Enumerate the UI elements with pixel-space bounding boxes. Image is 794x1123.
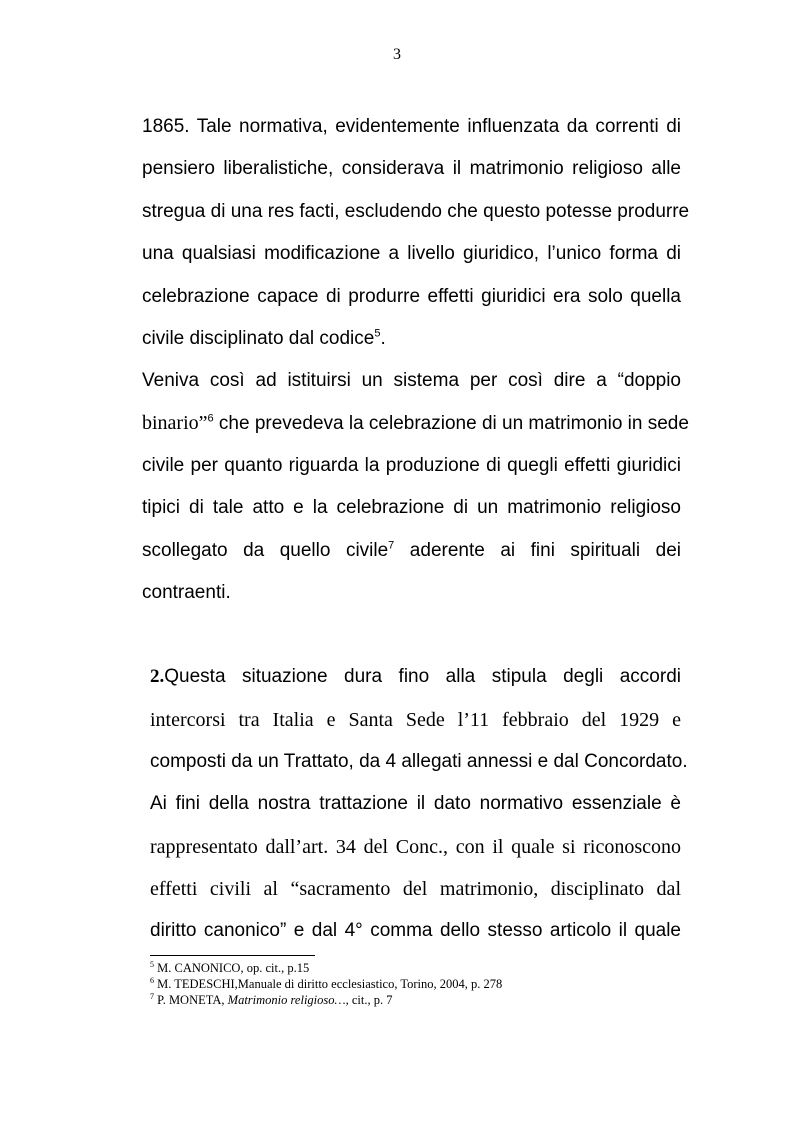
footnote-text: cit., p. 7: [348, 993, 393, 1007]
section-line: rappresentato dall’art. 34 del Conc., con il quale si riconoscono: [150, 836, 681, 858]
footnote-number: 7: [150, 991, 154, 1001]
section-line: [150, 663, 681, 691]
paragraph-line: civile per quanto riguarda la produzione di quegli effetti giuridici: [142, 455, 681, 476]
paragraph-line: tipici di tale atto e la celebrazione di un matrimonio religioso: [142, 497, 681, 518]
footnote-ref: 6: [207, 412, 214, 425]
footnote-divider: [150, 955, 315, 956]
text-segment: binario”: [142, 412, 208, 434]
footnote-title: Matrimonio religioso…,: [227, 993, 349, 1007]
paragraph-line: [142, 325, 681, 353]
paragraph-line: una qualsiasi modificazione a livello giuridico, l’unico forma di: [142, 243, 681, 264]
paragraph-line: Veniva così ad istituirsi un sistema per così dire a “doppio: [142, 370, 681, 391]
paragraph-line: 1865. Tale normativa, evidentemente influenzata da correnti di: [142, 116, 681, 137]
section-line: effetti civili al “sacramento del matrimonio, disciplinato dal: [150, 878, 681, 900]
text-segment: aderente ai fini spirituali dei: [394, 540, 681, 561]
footnote-text: P. MONETA,: [157, 993, 228, 1007]
footnote-text: M. TEDESCHI,Manuale di diritto ecclesiastico, Torino, 2004, p. 278: [157, 977, 503, 991]
footnote-ref: 7: [388, 539, 395, 552]
footnote-ref: 5: [374, 327, 381, 340]
footnote-number: 5: [150, 959, 154, 969]
text-segment: che prevedeva la celebrazione di un matrimonio in sede: [213, 413, 689, 434]
paragraph-line: contraenti.: [142, 582, 231, 603]
paragraph-line: [142, 537, 681, 565]
section-line: composti da un Trattato, da 4 allegati annessi e dal Concordato.: [150, 751, 688, 772]
text-segment: scollegato da quello civile: [142, 540, 389, 561]
paragraph-line: pensiero liberalistiche, considerava il matrimonio religioso alle: [142, 158, 681, 179]
footnote: [150, 959, 690, 975]
text-segment: civile disciplinato dal codice: [142, 328, 375, 349]
section-line: intercorsi tra Italia e Santa Sede l’11 febbraio del 1929 e: [150, 709, 681, 731]
text-segment: .: [380, 328, 386, 349]
section-line: diritto canonico” e dal 4° comma dello stesso articolo il quale: [150, 920, 681, 941]
paragraph-line: stregua di una res facti, escludendo che questo potesse produrre: [142, 201, 690, 222]
footnote: [150, 991, 690, 1007]
section-number: 2.: [150, 666, 165, 687]
page-number: 3: [393, 46, 401, 63]
paragraph-line: [142, 409, 689, 437]
text-segment: Questa situazione dura fino alla stipula degli accordi: [164, 666, 681, 687]
footnote-number: 6: [150, 975, 154, 985]
footnote-text: M. CANONICO, op. cit., p.15: [157, 961, 310, 975]
section-line: Ai fini della nostra trattazione il dato normativo essenziale è: [150, 793, 681, 814]
paragraph-line: celebrazione capace di produrre effetti giuridici era solo quella: [142, 286, 681, 307]
footnote: [150, 975, 690, 991]
